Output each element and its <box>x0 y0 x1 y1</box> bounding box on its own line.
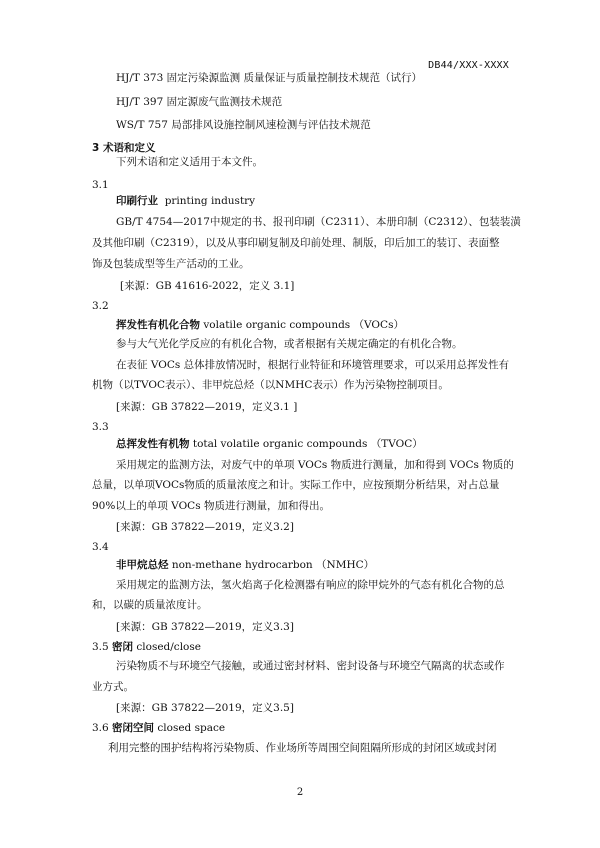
term-body-line: 污染物质不与环境空气接触，或通过密封材料、密封设备与环境空气隔离的状态或作 <box>116 660 505 672</box>
term-source: [来源：GB 37822—2019，定义3.2] <box>116 521 294 533</box>
section-intro: 下列术语和定义适用于本文件。 <box>116 156 263 168</box>
term-source: [来源：GB 41616-2022，定义 3.1] <box>120 280 295 292</box>
term-cn: 非甲烷总烃 <box>116 559 169 571</box>
term-en: closed/close <box>136 641 201 653</box>
term-cn: 总挥发性有机物 <box>116 438 190 450</box>
term-number: 3.4 <box>92 541 109 553</box>
term-en: non-methane hydrocarbon （NMHC） <box>171 559 375 571</box>
term-title <box>116 558 374 572</box>
term-body-line: GB/T 4754—2017中规定的书、报刊印刷（C2311）、本册印制（C2312）、包装装潢 <box>116 216 521 228</box>
term-number: 3.1 <box>92 179 109 191</box>
term-body-line: 采用规定的监测方法，对废气中的单项 VOCs 物质进行测量，加和得到 VOCs 物质的 <box>116 459 514 471</box>
section-heading: 3 术语和定义 <box>92 142 156 154</box>
term-body-line: 机物（以TVOC表示）、非甲烷总烃（以NMHC表示）作为污染物控制项目。 <box>92 379 449 391</box>
term-title <box>116 437 423 451</box>
term-body-line: 采用规定的监测方法，氢火焰离子化检测器有响应的除甲烷外的气态有机化合物的总 <box>116 579 505 591</box>
term-source: [来源：GB 37822—2019，定义3.3] <box>116 621 294 633</box>
page-number: 2 <box>296 787 304 798</box>
term-body-line: 总量，以单项VOCs物质的质量浓度之和计。实际工作中，应按预期分析结果，对占总量 <box>92 479 500 491</box>
term-en: total volatile organic compounds （TVOC） <box>192 438 423 450</box>
reference-line: HJ/T 373 固定污染源监测 质量保证与质量控制技术规范（试行） <box>116 72 422 84</box>
reference-line: WS/T 757 局部排风设施控制风速检测与评估技术规范 <box>116 119 371 131</box>
term-body-line: 及其他印刷（C2319），以及从事印刷复制及印前处理、制版，印后加工的装订、表面整 <box>92 237 500 249</box>
term-number: 3.5 <box>92 641 109 653</box>
term-body-line: 业方式。 <box>92 681 134 693</box>
term-number: 3.3 <box>92 421 109 433</box>
reference-line: HJ/T 397 固定源废气监测技术规范 <box>116 96 283 108</box>
term-en: closed space <box>157 722 226 734</box>
term-title <box>116 318 404 332</box>
term-title <box>92 640 201 654</box>
term-body-line: 利用完整的围护结构将污染物质、作业场所等周围空间阻隔所形成的封闭区域或封闭 <box>108 742 497 754</box>
term-body-line: 90%以上的单项 VOCs 物质进行测量，加和得出。 <box>92 500 330 512</box>
term-en: printing industry <box>164 195 256 207</box>
term-number: 3.2 <box>92 300 109 312</box>
term-source: [来源：GB 37822—2019，定义3.5] <box>116 702 294 714</box>
term-source: [来源：GB 37822—2019，定义3.1 ] <box>116 401 298 413</box>
term-body-line: 参与大气光化学反应的有机化合物，或者根据有关规定确定的有机化合物。 <box>116 338 463 350</box>
term-title <box>116 194 255 208</box>
term-cn: 密闭 <box>112 641 134 653</box>
term-title <box>92 721 225 735</box>
term-en: volatile organic compounds （VOCs） <box>203 319 404 331</box>
document-code: DB44/XXX-XXXX <box>428 60 509 71</box>
term-cn: 密闭空间 <box>112 722 155 734</box>
term-cn: 印刷行业 <box>116 195 158 207</box>
term-body-line: 饰及包装成型等生产活动的工业。 <box>92 258 250 270</box>
term-number: 3.6 <box>92 722 109 734</box>
term-body-line: 在表征 VOCs 总体排放情况时，根据行业特征和环境管理要求，可以采用总挥发性有 <box>116 359 510 371</box>
term-cn: 挥发性有机化合物 <box>116 319 200 331</box>
term-body-line: 和，以碳的质量浓度计。 <box>92 599 208 611</box>
